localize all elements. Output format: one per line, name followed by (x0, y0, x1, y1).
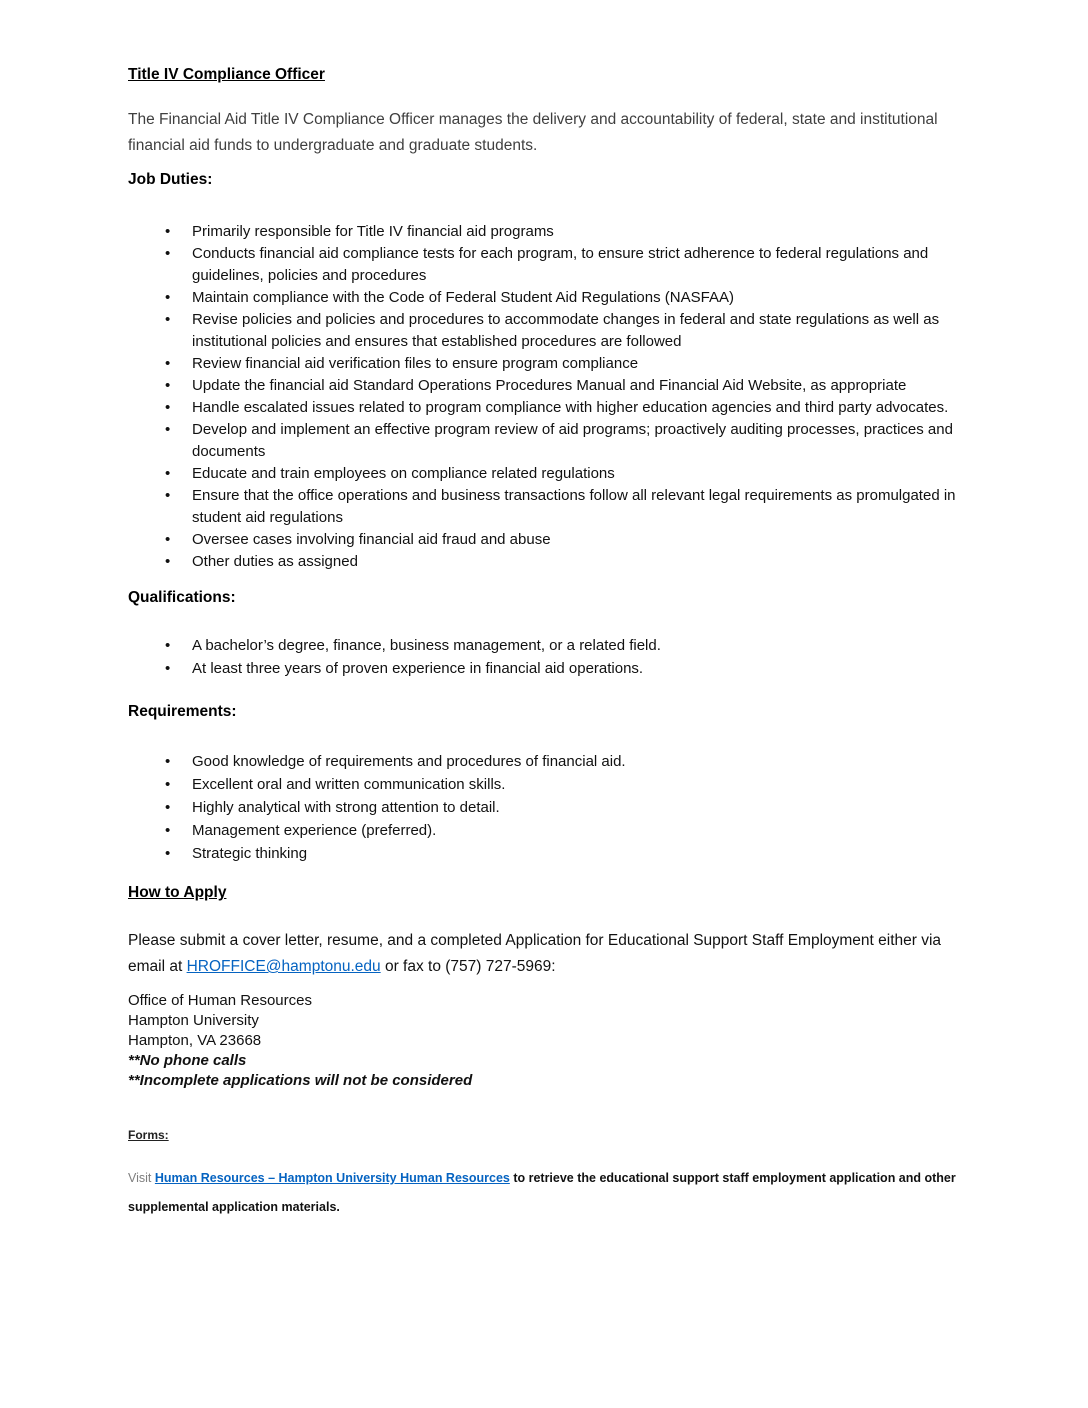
address-line-university: Hampton University (128, 1012, 259, 1029)
address-line-office: Office of Human Resources (128, 992, 312, 1009)
note-no-phone-calls: **No phone calls (128, 1052, 247, 1069)
note-incomplete-applications: **Incomplete applications will not be considered (128, 1072, 473, 1089)
address-line-city: Hampton, VA 23668 (128, 1032, 262, 1049)
job-duties-heading: Job Duties: (128, 171, 213, 188)
apply-text-after: or fax to (757) 727-5969: (380, 958, 556, 975)
human-resources-link[interactable]: Human Resources – Hampton University Human Resources (154, 1171, 510, 1185)
requirements-heading: Requirements: (128, 703, 237, 720)
forms-text-visit: Visit (128, 1171, 155, 1185)
job-duty-item: • Educate and train employees on compliance related regulations (192, 463, 960, 485)
address-block (128, 991, 960, 1091)
job-duty-item: • Revise policies and policies and procedures to accommodate changes in federal and state regulations as well as institutional policies and ensures that established procedures are followed (192, 309, 960, 353)
job-duty-item: • Handle escalated issues related to program compliance with higher education agencies and third party advocates. (192, 397, 960, 419)
forms-paragraph (128, 1164, 960, 1222)
job-duty-item: • Oversee cases involving financial aid fraud and abuse (192, 529, 960, 551)
job-duty-item: • Review financial aid verification files to ensure program compliance (192, 353, 960, 375)
requirement-item: • Good knowledge of requirements and procedures of financial aid. (192, 750, 960, 773)
forms-heading: Forms: (128, 1128, 169, 1142)
requirement-item: • Highly analytical with strong attention to detail. (192, 796, 960, 819)
job-duty-item: • Develop and implement an effective program review of aid programs; proactively auditing processes, practices and documents (192, 419, 960, 463)
job-duty-item: • Conducts financial aid compliance tests for each program, to ensure strict adherence to federal regulations and guidelines, policies and procedures (192, 243, 960, 287)
requirement-item: • Excellent oral and written communication skills. (192, 773, 960, 796)
job-duty-item: • Update the financial aid Standard Operations Procedures Manual and Financial Aid Website, as appropriate (192, 375, 960, 397)
how-to-apply-heading: How to Apply (128, 884, 227, 901)
requirements-list (128, 750, 960, 865)
job-duty-item: • Primarily responsible for Title IV financial aid programs (192, 221, 960, 243)
apply-paragraph (128, 928, 960, 980)
job-duty-item: • Other duties as assigned (192, 551, 960, 573)
qualifications-list (128, 634, 960, 680)
email-link[interactable]: HROFFICE@hamptonu.edu (186, 958, 381, 975)
qualification-item: • A bachelor’s degree, finance, business management, or a related field. (192, 634, 960, 657)
job-duty-item: • Maintain compliance with the Code of Federal Student Aid Regulations (NASFAA) (192, 287, 960, 309)
intro-paragraph: The Financial Aid Title IV Compliance Officer manages the delivery and accountability of federal, state and institutional financial aid funds to undergraduate and graduate students. (128, 111, 938, 154)
document-title: Title IV Compliance Officer (128, 66, 325, 83)
qualification-item: • At least three years of proven experience in financial aid operations. (192, 657, 960, 680)
job-duties-list (128, 221, 960, 573)
apply-text-before: Please submit a cover letter, resume, and a completed Application for Educational Support Staff Employment either via email at (128, 932, 942, 975)
qualifications-heading: Qualifications: (128, 589, 236, 606)
job-duty-item: • Ensure that the office operations and business transactions follow all relevant legal requirements as promulgated in student aid regulations (192, 485, 960, 529)
requirement-item: • Management experience (preferred). (192, 819, 960, 842)
requirement-item: • Strategic thinking (192, 842, 960, 865)
forms-text-after-link: to retrieve the educational support staff employment application and other supplemental application materials. (128, 1171, 956, 1214)
